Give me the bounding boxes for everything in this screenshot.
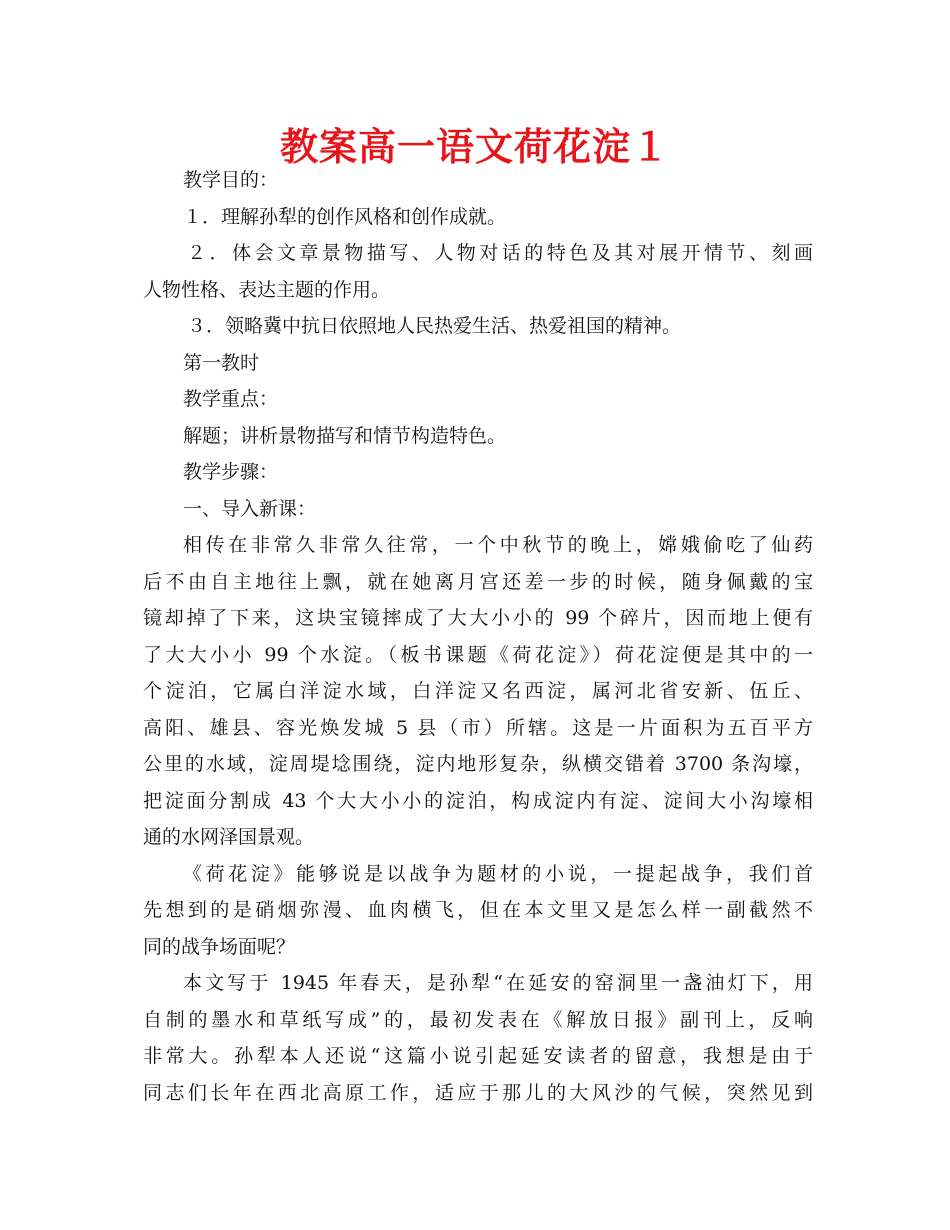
paragraph-line: 高阳、雄县、容光焕发城 5 县（市）所辖。这是一片面积为五百平方 (143, 716, 813, 739)
document-title: 教案高一语文荷花淀１ (279, 125, 670, 169)
paragraph-line: 解题；讲析景物描写和情节构造特色。 (183, 424, 507, 447)
paragraph-line: 本文写于 1945 年春天，是孙犁“在延安的窑洞里一盏油灯下，用 (183, 972, 813, 994)
objective-item: ２．体会文章景物描写、人物对话的特色及其对展开情节、刻画 (187, 242, 813, 264)
paragraph-line: 自制的墨水和草纸写成”的，最初发表在《解放日报》副刊上，反响 (143, 1008, 813, 1031)
paragraph-line: 个淀泊，它属白洋淀水域，白洋淀又名西淀，属河北省安新、伍丘、 (143, 680, 813, 702)
paragraph-line: 镜却掉了下来，这块宝镜摔成了大大小小的 99 个碎片，因而地上便有 (143, 607, 813, 629)
document-body (143, 162, 813, 1111)
objective-item: ３．领略冀中抗日依照地人民热爱生活、热爱祖国的精神。 (187, 315, 682, 337)
paragraph-line: 后不由自主地往上飘，就在她离月宫还差一步的时候，随身佩戴的宝 (143, 570, 813, 593)
section-heading: 一、导入新课： (183, 497, 317, 520)
paragraph-line: 非常大。孙犁本人还说“这篇小说引起延安读者的留意，我想是由于 (143, 1045, 813, 1067)
paragraph-line: 人物性格、表达主题的作用。 (143, 278, 391, 301)
section-heading: 教学重点： (183, 388, 279, 410)
paragraph-line: 公里的水域，淀周堤埝围绕，淀内地形复杂，纵横交错着 3700 条沟壕， (143, 753, 813, 775)
paragraph-line: 同的战争场面呢？ (143, 935, 296, 958)
section-heading: 教学步骤： (183, 461, 279, 483)
paragraph-line: 同志们长年在西北高原工作，适应于那儿的大风沙的气候，突然见到 (143, 1081, 813, 1104)
paragraph-line: 通的水网泽国景观。 (143, 826, 315, 848)
paragraph-line: 《荷花淀》能够说是以战争为题材的小说，一提起战争，我们首 (183, 862, 813, 885)
section-heading: 教学目的： (183, 169, 279, 191)
paragraph-line: 先想到的是硝烟弥漫、血肉横飞，但在本文里又是怎么样一副截然不 (143, 899, 813, 921)
paragraph-line: 相传在非常久非常久往常，一个中秋节的晚上，嫦娥偷吃了仙药 (183, 534, 813, 556)
objective-item: １．理解孙犁的创作风格和创作成就。 (183, 205, 507, 228)
section-heading: 第一教时 (183, 351, 260, 374)
paragraph-line: 把淀面分割成 43 个大大小小的淀泊，构成淀内有淀、淀间大小沟壕相 (143, 789, 813, 812)
paragraph-line: 了大大小小 99 个水淀。（板书课题《荷花淀》）荷花淀便是其中的一 (143, 643, 813, 666)
